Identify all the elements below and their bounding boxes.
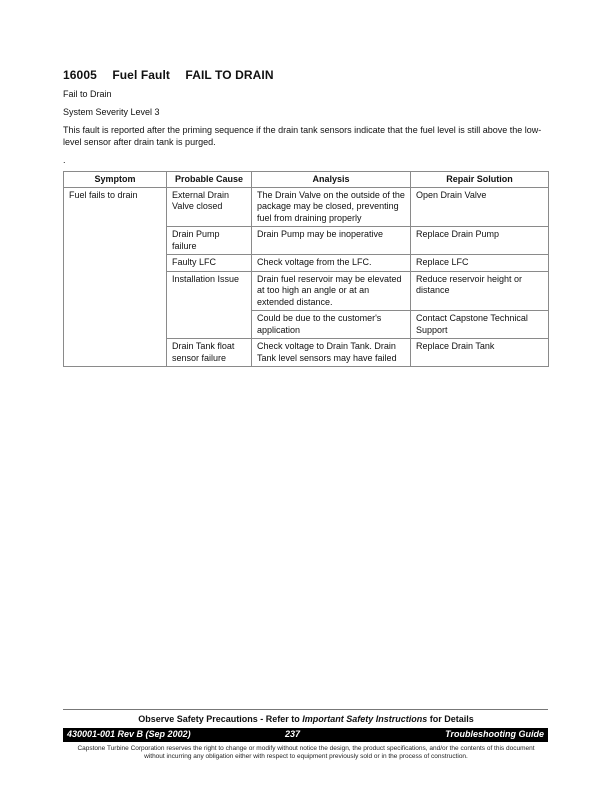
footer-bar [63, 728, 548, 742]
solution-cell: Replace LFC [411, 255, 549, 272]
stray-dot: . [63, 155, 66, 165]
solution-cell: Replace Drain Pump [411, 227, 549, 255]
troubleshooting-table [63, 171, 549, 367]
safety-note-link-text: Important Safety Instructions [302, 714, 428, 724]
symptom-cell: Fuel fails to drain [64, 187, 167, 367]
header-repair-solution: Repair Solution [411, 172, 549, 188]
header-analysis: Analysis [252, 172, 411, 188]
guide-title: Troubleshooting Guide [445, 729, 544, 739]
fault-heading [63, 68, 274, 82]
cause-cell: Installation Issue [167, 271, 252, 339]
analysis-cell: Drain fuel reservoir may be elevated at too high an angle or at an extended distance. [252, 271, 411, 311]
fault-category: Fuel Fault [112, 68, 170, 82]
header-probable-cause: Probable Cause [167, 172, 252, 188]
analysis-cell: Could be due to the customer's application [252, 311, 411, 339]
analysis-cell: Check voltage from the LFC. [252, 255, 411, 272]
table-row [64, 187, 549, 227]
solution-cell: Open Drain Valve [411, 187, 549, 227]
table-header-row [64, 172, 549, 188]
severity-level: System Severity Level 3 [63, 107, 160, 117]
page-number: 237 [285, 729, 301, 739]
analysis-cell: The Drain Valve on the outside of the package may be closed, preventing fuel from draining properly [252, 187, 411, 227]
safety-note-prefix: Observe Safety Precautions - Refer to [138, 714, 303, 724]
legal-disclaimer: Capstone Turbine Corporation reserves the right to change or modify without notice the design, the product specifications, and/or the contents of this document without incurring any obligation either with respect to equipment previously sold or in the process of construction. [77, 745, 535, 760]
cause-cell: Drain Pump failure [167, 227, 252, 255]
fault-name: FAIL TO DRAIN [185, 68, 274, 82]
solution-cell: Reduce reservoir height or distance [411, 271, 549, 311]
safety-note [0, 714, 612, 724]
solution-cell: Replace Drain Tank [411, 339, 549, 367]
fault-short-name: Fail to Drain [63, 89, 112, 99]
safety-note-suffix: for Details [427, 714, 474, 724]
fault-description: This fault is reported after the priming sequence if the drain tank sensors indicate that the fuel level is still above the low-level sensor after drain tank is purged. [63, 125, 542, 147]
analysis-cell: Check voltage to Drain Tank. Drain Tank level sensors may have failed [252, 339, 411, 367]
cause-cell: Faulty LFC [167, 255, 252, 272]
footer-divider [63, 709, 548, 710]
solution-cell: Contact Capstone Technical Support [411, 311, 549, 339]
cause-cell: Drain Tank float sensor failure [167, 339, 252, 367]
fault-code: 16005 [63, 68, 97, 82]
document-number: 430001-001 Rev B (Sep 2002) [67, 729, 191, 739]
analysis-cell: Drain Pump may be inoperative [252, 227, 411, 255]
cause-cell: External Drain Valve closed [167, 187, 252, 227]
header-symptom: Symptom [64, 172, 167, 188]
